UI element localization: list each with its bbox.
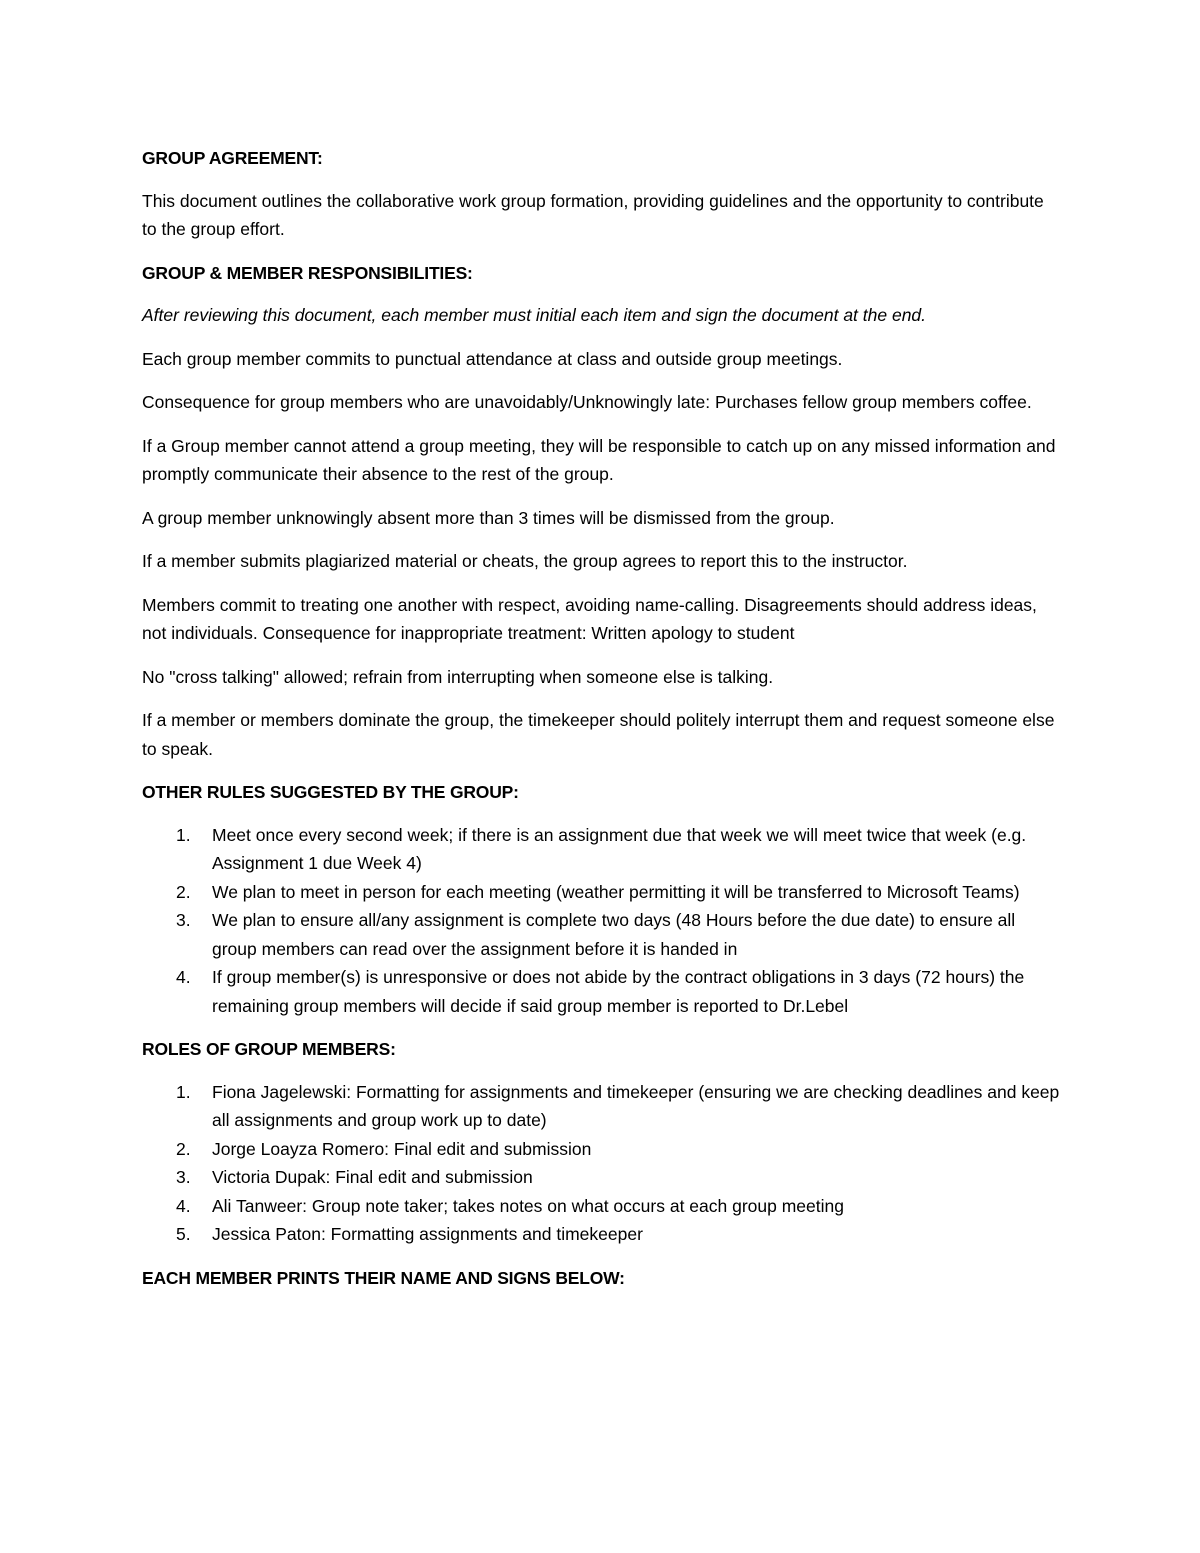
list-item-text: If group member(s) is unresponsive or does not abide by the contract obligations in 3 days (72 hours) the remaining group members will decide if said group member is reported to Dr.Lebel [212,967,1025,1016]
list-item [142,821,1062,878]
list-item [142,878,1062,907]
list-number: 2. [176,1138,191,1159]
list-number: 4. [176,967,191,987]
list-item [142,1220,1062,1249]
list-item [142,1192,1062,1221]
list-item [142,1163,1062,1192]
list-item [142,1135,1062,1164]
responsibility-item: If a member or members dominate the group, the timekeeper should politely interrupt them and request someone else to speak. [142,710,1055,759]
agreement-description: This document outlines the collaborative work group formation, providing guidelines and the opportunity to contribute to the group effort. [142,190,1044,239]
list-item-text: We plan to ensure all/any assignment is complete two days (48 Hours before the due date) to ensure all group members can read over the assignment before it is handed in [212,910,1016,959]
responsibility-item: A group member unknowingly absent more than 3 times will be dismissed from the group. [142,507,835,528]
list-number: 4. [176,1195,191,1216]
responsibility-item: No "cross talking" allowed; refrain from interrupting when someone else is talking. [142,666,774,687]
list-number: 1. [176,1081,191,1102]
list-number: 3. [176,910,191,930]
list-item [142,1078,1062,1135]
list-item-text: Jessica Paton: Formatting assignments and timekeeper [212,1224,643,1244]
list-item-text: Fiona Jagelewski: Formatting for assignments and timekeeper (ensuring we are checking deadlines and keep all assignments and group work up to date) [212,1081,1060,1130]
list-item [142,906,1062,963]
list-item-text: Victoria Dupak: Final edit and submission [212,1167,533,1187]
document-page [142,144,1062,1306]
section-heading-roles: ROLES OF GROUP MEMBERS: [142,1039,396,1059]
section-heading-group-agreement: GROUP AGREEMENT: [142,148,323,168]
responsibility-item: Consequence for group members who are unavoidably/Unknowingly late: Purchases fellow group members coffee. [142,392,1032,412]
list-item-text: We plan to meet in person for each meeting (weather permitting it will be transferred to Microsoft Teams) [212,881,1020,902]
section-heading-responsibilities: GROUP & MEMBER RESPONSIBILITIES: [142,262,473,283]
list-number: 5. [176,1224,191,1244]
list-item-text: Meet once every second week; if there is an assignment due that week we will meet twice that week (e.g. Assignment 1 due Week 4) [212,824,1027,873]
responsibilities-instruction: After reviewing this document, each member must initial each item and sign the document at the end. [142,305,927,325]
list-item-text: Jorge Loayza Romero: Final edit and submission [212,1138,592,1159]
section-heading-signatures: EACH MEMBER PRINTS THEIR NAME AND SIGNS BELOW: [142,1267,625,1288]
responsibility-item: If a member submits plagiarized material or cheats, the group agrees to report this to the instructor. [142,551,908,571]
responsibility-item: Members commit to treating one another with respect, avoiding name-calling. Disagreements should address ideas, not individuals. Consequence for inappropriate treatment: Written apology to student [142,594,1037,643]
other-rules-list [142,821,1062,1021]
list-item [142,963,1062,1020]
list-number: 1. [176,824,191,845]
list-number: 2. [176,881,191,902]
list-number: 3. [176,1167,191,1187]
section-heading-other-rules: OTHER RULES SUGGESTED BY THE GROUP: [142,782,519,802]
list-item-text: Ali Tanweer: Group note taker; takes notes on what occurs at each group meeting [212,1195,844,1216]
responsibility-item: Each group member commits to punctual attendance at class and outside group meetings. [142,348,843,369]
responsibility-item: If a Group member cannot attend a group meeting, they will be responsible to catch up on any missed information and promptly communicate their absence to the rest of the group. [142,435,1056,484]
roles-list [142,1078,1062,1249]
